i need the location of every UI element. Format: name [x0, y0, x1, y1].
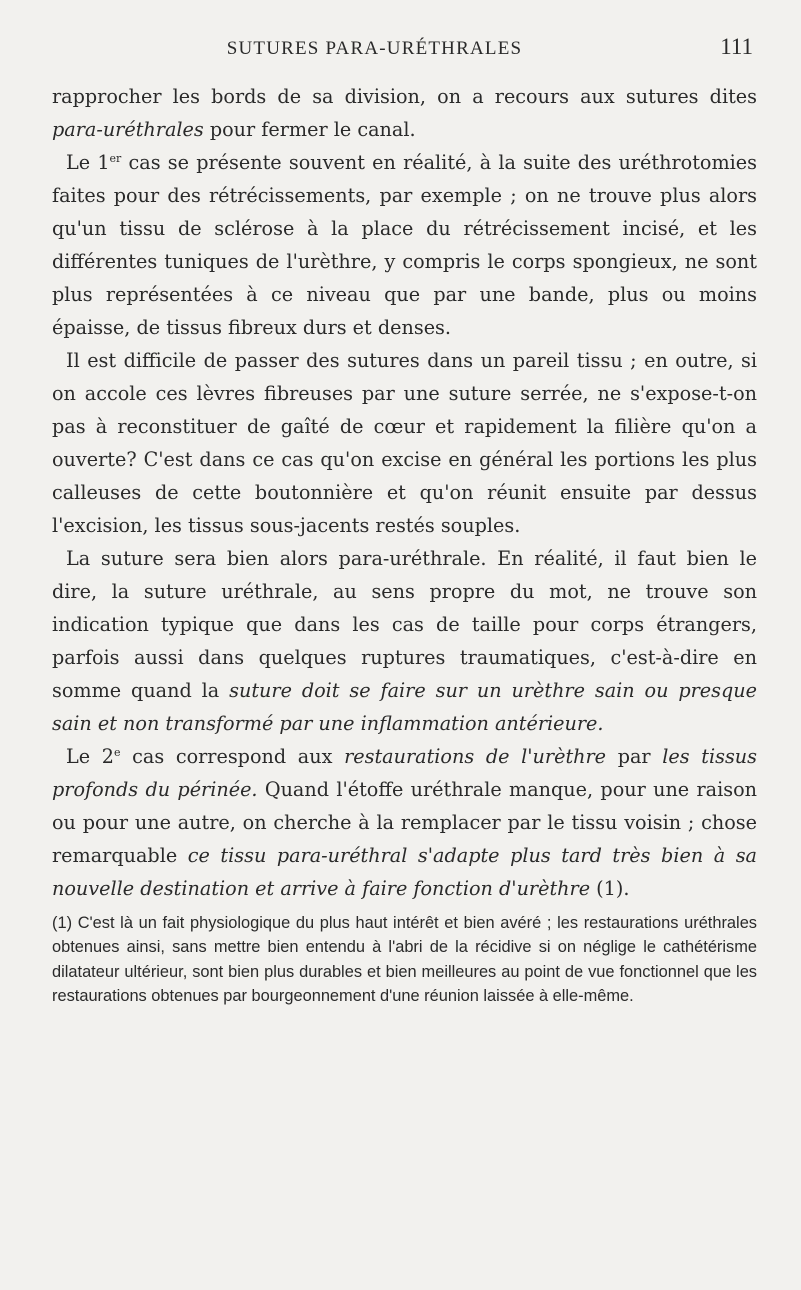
page-number: 111 — [720, 34, 753, 59]
body-text — [52, 80, 757, 905]
p1-text-1: rapprocher les bords de sa division, on a recours aux sutures dites — [52, 85, 757, 108]
page-header — [52, 0, 757, 70]
p1-text-2: pour fermer le canal. — [203, 118, 416, 141]
p1-italic-1: para-uréthrales — [52, 118, 204, 141]
p2-superscript: er — [109, 152, 122, 165]
p5-text-5: (1). — [590, 877, 630, 900]
p4-italic-1: suture doit se faire sur un urèthre sain ou presque sain et non transformé par une inflammation antérieure. — [52, 679, 757, 735]
p5-text-4: Quand l'étoffe uréthrale manque, pour une raison ou pour une autre, on cherche à la remplacer par le tissu voisin ; chose remarquable — [52, 778, 757, 867]
paragraph-3 — [52, 344, 757, 542]
p3-text-1: Il est difficile de passer des sutures dans un pareil tissu ; en outre, si on accole ces lèvres fibreuses par une suture serrée, ne s'expose-t-on pas à reconstituer de gaîté de cœur et rapidement la filière qu'on a ouverte? C'est dans ce cas qu'on excise en général les portions les plus calleuses de cette boutonnière et qu'on réunit ensuite par dessus l'excision, les tissus sous-jacents restés souples. — [52, 349, 757, 537]
p5-italic-1: restaurations de l'urèthre — [344, 745, 607, 768]
paragraph-5 — [52, 740, 757, 905]
paragraph-1 — [52, 80, 757, 146]
p5-text-3: par — [606, 745, 663, 768]
running-title: SUTURES PARA-URÉTHRALES — [226, 38, 523, 59]
p5-superscript: e — [113, 746, 121, 759]
footnote: (1) C'est là un fait physiologique du plus haut intérêt et bien avéré ; les restaurations uréthrales obtenues ainsi, sans mettre bien entendu à l'abri de la récidive si on néglige le cathétérisme dilatateur ultérieur, sont bien plus durables et bien meilleures au point de vue fonctionnel que les restaurations obtenues par bourgeonnement d'une réunion laissée à elle-même. — [52, 914, 757, 1006]
p5-italic-2: les tissus profonds du périnée. — [52, 745, 758, 801]
p2-text-1: Le 1 — [66, 151, 110, 174]
p5-text-2: cas correspond aux — [120, 745, 345, 768]
p4-text-1: La suture sera bien alors para-uréthrale. En réalité, il faut bien le dire, la suture uréthrale, au sens propre du mot, ne trouve son indication typique que dans les cas de taille pour corps étrangers, parfois aussi dans quelques ruptures traumatiques, c'est-à-dire en somme quand la — [52, 547, 757, 702]
p2-text-2: cas se présente souvent en réalité, à la suite des uréthrotomies faites pour des rétrécissements, par exemple ; on ne trouve plus alors qu'un tissu de sclérose à la place du rétrécissement incisé, et les différentes tuniques de l'urèthre, y compris le corps spongieux, ne sont plus représentées à ce niveau que par une bande, plus ou moins épaisse, de tissus fibreux durs et denses. — [52, 151, 757, 339]
paragraph-2 — [52, 146, 757, 344]
p5-italic-3: ce tissu para-uréthral s'adapte plus tard très bien à sa nouvelle destination et arrive à faire fonction d'urèthre — [52, 844, 757, 900]
paragraph-4 — [52, 542, 757, 740]
p5-text-1: Le 2 — [66, 745, 114, 768]
